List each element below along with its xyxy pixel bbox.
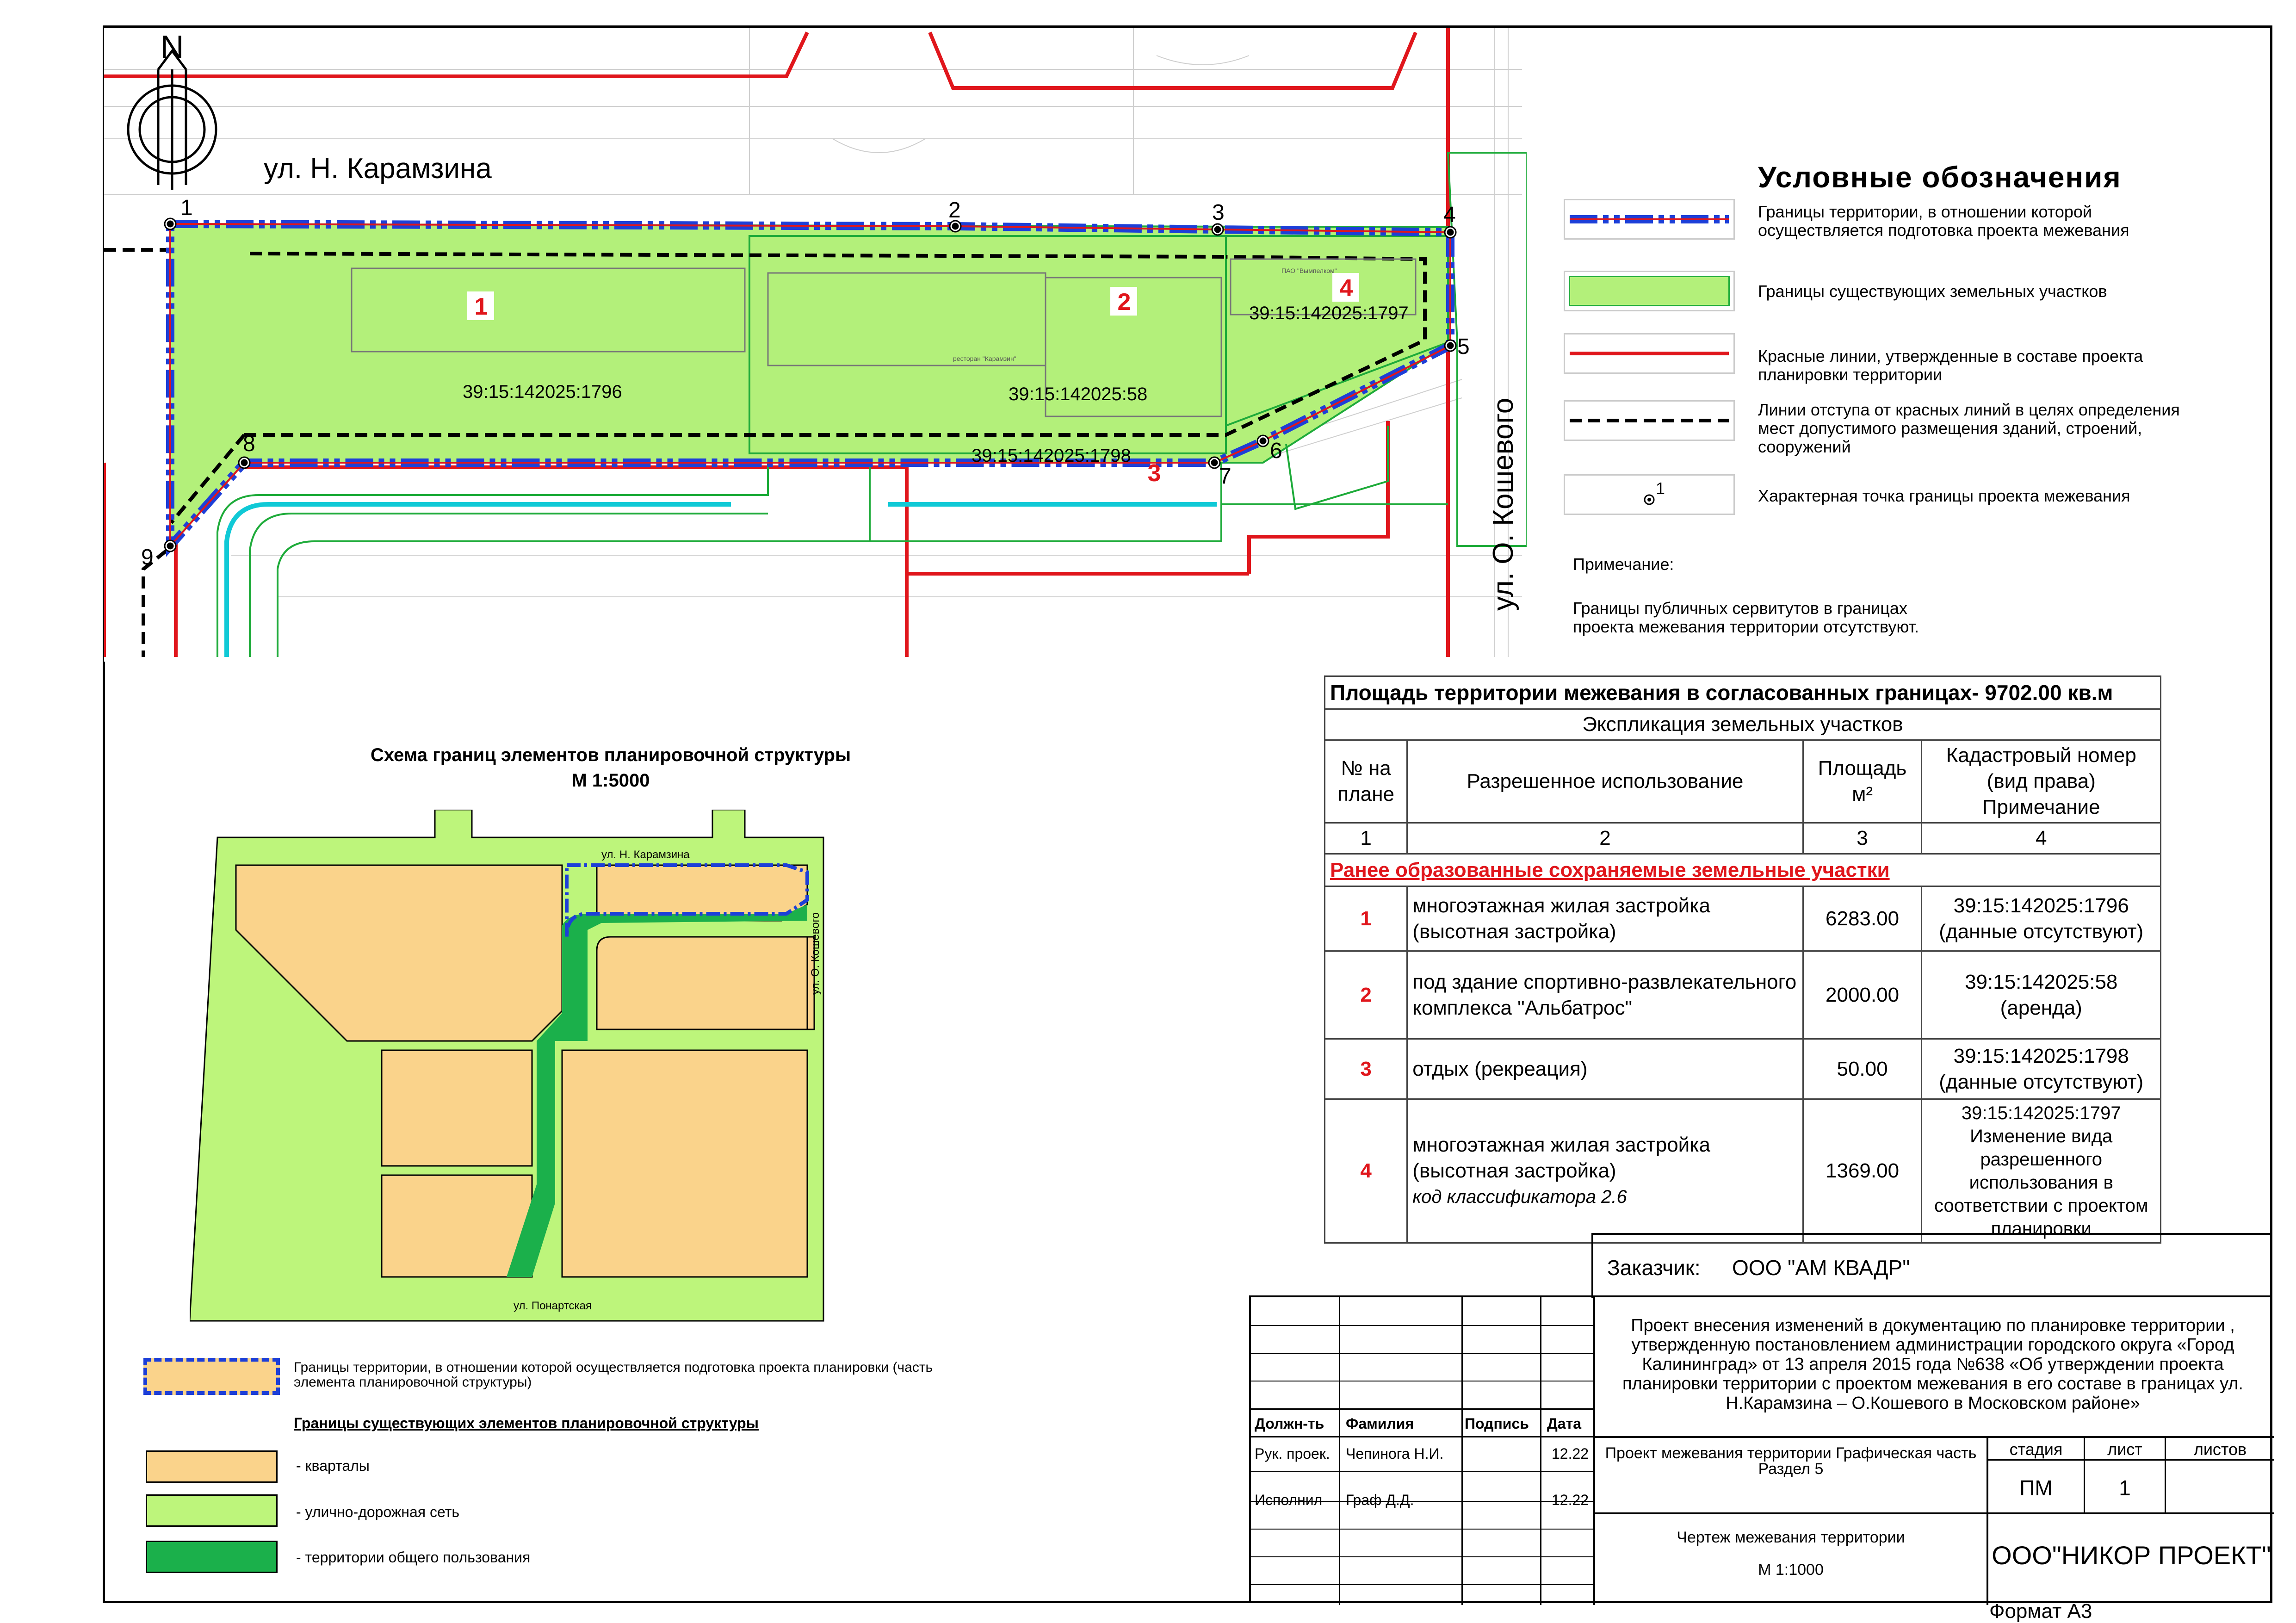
parcel-number-2: 2 bbox=[1117, 289, 1131, 316]
row-use: отдых (рекреация) bbox=[1407, 1039, 1803, 1099]
legend-label-point: Характерная точка границы проекта межевания bbox=[1758, 486, 2130, 505]
person-2-position: Исполнил bbox=[1255, 1492, 1323, 1508]
legend bbox=[1564, 143, 2276, 662]
row-area: 50.00 bbox=[1803, 1039, 1922, 1099]
scheme-legend-public-label: - территории общего пользования bbox=[296, 1549, 531, 1566]
company-name: ООО"НИКОР ПРОЕКТ" bbox=[1992, 1541, 2271, 1570]
table-row bbox=[1325, 1039, 2161, 1099]
title-block-main bbox=[1249, 1295, 2272, 1603]
parcel-number-3: 3 bbox=[1147, 460, 1161, 487]
col-header-area: Площадь м² bbox=[1803, 740, 1922, 823]
scheme-scale: М 1:5000 bbox=[571, 770, 650, 791]
scheme-legend-public-swatch bbox=[146, 1541, 278, 1573]
drawing-title: Чертеж межевания территории bbox=[1677, 1529, 1905, 1546]
row-use bbox=[1407, 1099, 1803, 1243]
note-title: Примечание: bbox=[1573, 555, 1674, 574]
explication-title: Экспликация земельных участков bbox=[1325, 709, 2161, 740]
legend-point-symbol-number: 1 bbox=[1656, 479, 1665, 498]
col-num-3: 3 bbox=[1803, 823, 1922, 854]
customer-name: ООО "АМ КВАДР" bbox=[1732, 1256, 1910, 1280]
parcel-number-4: 4 bbox=[1339, 275, 1353, 302]
point-label-9: 9 bbox=[141, 545, 154, 570]
row-num: 3 bbox=[1325, 1039, 1407, 1099]
explication-table bbox=[1324, 675, 2161, 1244]
legend-symbol-point bbox=[1564, 474, 1735, 515]
person-1-surname: Чепинога Н.И. bbox=[1346, 1445, 1444, 1462]
north-label: N bbox=[160, 29, 184, 65]
stage-header: стадия bbox=[2009, 1440, 2063, 1459]
point-label-8: 8 bbox=[243, 432, 255, 456]
row-cad-note: (данные отсутствуют) bbox=[1939, 1070, 2144, 1093]
legend-symbol-boundary bbox=[1564, 199, 1735, 240]
col-header-cadastral: Кадастровый номер (вид права) Примечание bbox=[1922, 740, 2161, 823]
street-koshevogo: ул. О. Кошевого bbox=[1487, 397, 1519, 611]
scheme-legend-roads-label: - улично-дорожная сеть bbox=[296, 1504, 460, 1520]
person-1-position: Рук. проек. bbox=[1255, 1445, 1330, 1462]
row-cadastral bbox=[1922, 951, 2161, 1039]
row-area: 1369.00 bbox=[1803, 1099, 1922, 1243]
scheme-street-right: ул. О. Кошевого bbox=[809, 912, 822, 995]
customer-label: Заказчик: bbox=[1607, 1256, 1701, 1280]
header-position: Должн-ть bbox=[1255, 1415, 1324, 1432]
scheme-legend-existing-title: Границы существующих элементов планировочной структуры bbox=[294, 1415, 759, 1431]
area-title: Площадь территории межевания в согласованных границах- 9702.00 кв.м bbox=[1325, 676, 2161, 709]
table-row bbox=[1325, 1099, 2161, 1243]
building-label-restaurant: ресторан "Карамзин" bbox=[953, 355, 1016, 362]
project-description bbox=[1595, 1297, 2274, 1436]
row-use-classifier: код классификатора 2.6 bbox=[1412, 1187, 1627, 1207]
row-num: 1 bbox=[1325, 886, 1407, 951]
point-label-6: 6 bbox=[1270, 439, 1282, 463]
row-cadastral bbox=[1922, 1099, 2161, 1243]
row-cad-note: Изменение вида разрешенного использования в соответствии с проектом планировки bbox=[1934, 1126, 2148, 1239]
row-num: 4 bbox=[1325, 1099, 1407, 1243]
legend-symbol-red-lines bbox=[1564, 333, 1735, 374]
col-header-use: Разрешенное использование bbox=[1407, 740, 1803, 823]
row-area: 2000.00 bbox=[1803, 951, 1922, 1039]
col-num-4: 4 bbox=[1922, 823, 2161, 854]
point-label-1: 1 bbox=[180, 196, 193, 220]
scheme-street-top: ул. Н. Карамзина bbox=[601, 849, 690, 861]
col-num-1: 1 bbox=[1325, 823, 1407, 854]
table-row bbox=[1325, 951, 2161, 1039]
building-label-vympelkom: ПАО "Вымпелком" bbox=[1281, 267, 1337, 274]
col-header-num: № на плане bbox=[1325, 740, 1407, 823]
scheme-legend-blocks-swatch bbox=[146, 1450, 278, 1483]
row-cadastral bbox=[1922, 1039, 2161, 1099]
sheets-header: листов bbox=[2193, 1440, 2247, 1459]
street-karamzina: ул. Н. Карамзина bbox=[264, 153, 492, 185]
title-block-customer bbox=[1591, 1233, 2272, 1298]
project-text: Проект внесения изменений в документацию по планировке территории , утвержденную постановлением администрации городского округа «Город Калининград» от 13 апреля 2015 года №638 «Об утверждении проекта планировки территории с проектом межевания в его составе в границах ул. Н.Карамзина – О.Кошевого в Московском районе» bbox=[1622, 1316, 2243, 1413]
row-use: под здание спортивно-развлекательного комплекса "Альбатрос" bbox=[1407, 951, 1803, 1039]
section-title-block: Проект межевания территории Графическая часть Раздел 5 bbox=[1605, 1444, 1977, 1478]
stage-value: ПМ bbox=[2019, 1476, 2053, 1500]
row-cadastral bbox=[1922, 886, 2161, 951]
row-num: 2 bbox=[1325, 951, 1407, 1039]
scheme-map bbox=[190, 810, 874, 1328]
legend-label-existing-parcels: Границы существующих земельных участков bbox=[1758, 282, 2107, 301]
row-cad-number: 39:15:142025:1797 bbox=[1961, 1103, 2121, 1123]
drawing-scale: М 1:1000 bbox=[1758, 1561, 1824, 1579]
header-surname: Фамилия bbox=[1346, 1415, 1414, 1432]
cadastral-number-4: 39:15:142025:1797 bbox=[1249, 303, 1409, 323]
point-label-7: 7 bbox=[1219, 464, 1232, 489]
parcel-number-1: 1 bbox=[474, 293, 488, 320]
table-row bbox=[1325, 886, 2161, 951]
point-label-3: 3 bbox=[1212, 200, 1225, 225]
format-label: Формат А3 bbox=[1989, 1600, 2092, 1623]
cadastral-number-3: 39:15:142025:1798 bbox=[972, 446, 1131, 466]
col-num-2: 2 bbox=[1407, 823, 1803, 854]
header-signature: Подпись bbox=[1465, 1415, 1529, 1432]
cadastral-number-2: 39:15:142025:58 bbox=[1009, 384, 1148, 404]
scheme-title: Схема границ элементов планировочной структуры bbox=[370, 745, 851, 765]
sheet-header: лист bbox=[2107, 1440, 2142, 1459]
note-text: Границы публичных сервитутов в границах проекта межевания территории отсутствуют. bbox=[1573, 599, 1919, 636]
point-label-2: 2 bbox=[948, 198, 961, 223]
scheme-street-bottom: ул. Понартская bbox=[514, 1300, 592, 1312]
scheme-legend-blocks-label: - кварталы bbox=[296, 1457, 370, 1474]
legend-label-red-lines: Красные линии, утвержденные в составе проекта планировки территории bbox=[1758, 347, 2143, 384]
scheme-legend-boundary-label: Границы территории, в отношении которой осуществляется подготовка проекта планировки (часть элемента планировочной структуры) bbox=[294, 1360, 933, 1390]
legend-symbol-existing-parcels bbox=[1564, 271, 1735, 311]
cadastral-map bbox=[104, 28, 1527, 662]
scheme-legend-roads-swatch bbox=[146, 1494, 278, 1527]
legend-label-setback-lines: Линии отступа от красных линий в целях определения мест допустимого размещения зданий, строений, сооружений bbox=[1758, 400, 2180, 456]
person-2-date: 12.22 bbox=[1552, 1492, 1589, 1508]
row-area: 6283.00 bbox=[1803, 886, 1922, 951]
cadastral-number-1: 39:15:142025:1796 bbox=[463, 382, 622, 402]
row-cad-note: (данные отсутствуют) bbox=[1939, 920, 2144, 943]
row-cad-number: 39:15:142025:1796 bbox=[1953, 894, 2129, 917]
header-date: Дата bbox=[1547, 1415, 1582, 1432]
row-use-text: многоэтажная жилая застройка (высотная застройка) bbox=[1412, 1134, 1710, 1182]
point-label-4: 4 bbox=[1443, 203, 1456, 227]
legend-title: Условные обозначения bbox=[1758, 161, 2122, 194]
legend-label-boundary: Границы территории, в отношении которой осуществляется подготовка проекта межевания bbox=[1758, 202, 2129, 240]
row-cad-number: 39:15:142025:58 bbox=[1965, 970, 2118, 993]
section-title: Ранее образованные сохраняемые земельные участки bbox=[1325, 854, 2161, 886]
row-cad-note: (аренда) bbox=[2000, 996, 2082, 1019]
point-label-5: 5 bbox=[1457, 335, 1470, 359]
sheet-value: 1 bbox=[2119, 1476, 2131, 1500]
row-cad-number: 39:15:142025:1798 bbox=[1953, 1044, 2129, 1067]
scheme-legend-boundary-symbol bbox=[143, 1358, 280, 1395]
person-2-surname: Граф Д.Д. bbox=[1346, 1492, 1414, 1508]
row-use: многоэтажная жилая застройка (высотная застройка) bbox=[1407, 886, 1803, 951]
legend-symbol-setback-lines bbox=[1564, 400, 1735, 441]
person-1-date: 12.22 bbox=[1552, 1445, 1589, 1462]
